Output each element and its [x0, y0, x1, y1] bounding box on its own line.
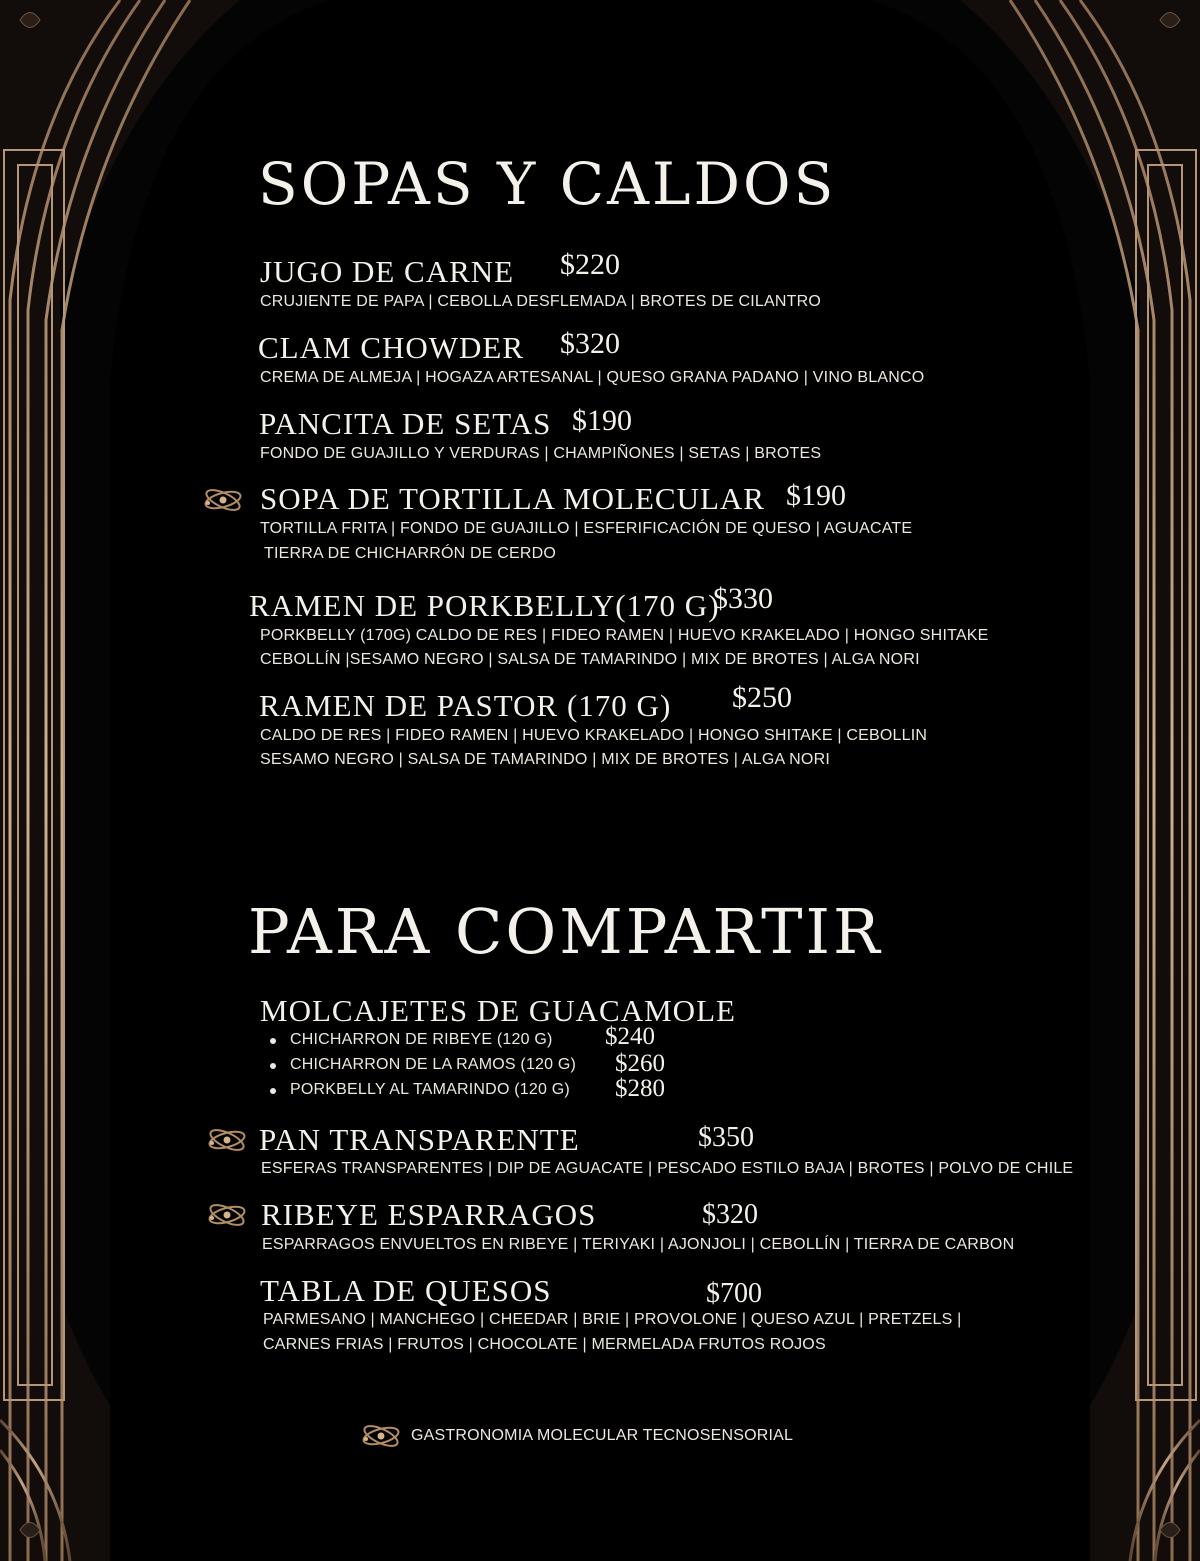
atom-icon — [360, 1421, 402, 1451]
item-name: RIBEYE ESPARRAGOS — [261, 1197, 597, 1232]
bullet-point — [270, 1038, 276, 1044]
option-label: CHICHARRON DE RIBEYE (120 G) — [290, 1031, 553, 1048]
bullet-point — [270, 1063, 276, 1069]
item-price: $190 — [572, 404, 632, 437]
option-price: $260 — [615, 1050, 665, 1077]
item-description: CRUJIENTE DE PAPA | CEBOLLA DESFLEMADA | BROTES DE CILANTRO — [260, 293, 821, 310]
option-price: $240 — [605, 1023, 655, 1050]
option-price: $280 — [615, 1075, 665, 1102]
item-description: PARMESANO | MANCHEGO | CHEEDAR | BRIE | PROVOLONE | QUESO AZUL | PRETZELS | — [263, 1311, 962, 1328]
item-name: RAMEN DE PORKBELLY(170 G) — [249, 588, 720, 623]
bullet-point — [270, 1088, 276, 1094]
item-name: CLAM CHOWDER — [258, 330, 525, 365]
section-title-compartir: PARA COMPARTIR — [248, 895, 883, 968]
atom-icon — [206, 1125, 248, 1155]
item-description: CARNES FRIAS | FRUTOS | CHOCOLATE | MERMELADA FRUTOS ROJOS — [263, 1336, 826, 1353]
item-price: $320 — [560, 327, 620, 360]
item-description: CALDO DE RES | FIDEO RAMEN | HUEVO KRAKELADO | HONGO SHITAKE | CEBOLLIN — [260, 727, 928, 744]
item-name: JUGO DE CARNE — [260, 254, 515, 289]
item-description: TORTILLA FRITA | FONDO DE GUAJILLO | ESFERIFICACIÓN DE QUESO | AGUACATE — [260, 520, 913, 537]
item-description: CEBOLLÍN |SESAMO NEGRO | SALSA DE TAMARINDO | MIX DE BROTES | ALGA NORI — [260, 651, 920, 668]
item-price: $320 — [702, 1199, 758, 1230]
item-price: $700 — [706, 1278, 762, 1309]
item-name: SOPA DE TORTILLA MOLECULAR — [260, 481, 765, 516]
item-description: PORKBELLY (170G) CALDO DE RES | FIDEO RAMEN | HUEVO KRAKELADO | HONGO SHITAKE — [260, 627, 989, 644]
atom-icon — [202, 485, 244, 515]
item-name: TABLA DE QUESOS — [260, 1273, 552, 1308]
atom-icon — [206, 1200, 248, 1230]
item-description: SESAMO NEGRO | SALSA DE TAMARINDO | MIX DE BROTES | ALGA NORI — [260, 751, 830, 768]
item-price: $190 — [786, 479, 846, 512]
item-description: CREMA DE ALMEJA | HOGAZA ARTESANAL | QUESO GRANA PADANO | VINO BLANCO — [260, 369, 925, 386]
section-title-sopas: SOPAS Y CALDOS — [258, 150, 837, 218]
item-price: $330 — [713, 582, 773, 615]
item-name: PAN TRANSPARENTE — [259, 1122, 580, 1157]
item-price: $220 — [560, 248, 620, 281]
option-label: PORKBELLY AL TAMARINDO (120 G) — [290, 1081, 570, 1098]
item-description: TIERRA DE CHICHARRÓN DE CERDO — [264, 545, 557, 562]
option-label: CHICHARRON DE LA RAMOS (120 G) — [290, 1056, 577, 1073]
item-name: MOLCAJETES DE GUACAMOLE — [260, 993, 736, 1028]
item-description: FONDO DE GUAJILLO Y VERDURAS | CHAMPIÑONES | SETAS | BROTES — [260, 445, 822, 462]
item-description: ESPARRAGOS ENVUELTOS EN RIBEYE | TERIYAKI | AJONJOLI | CEBOLLÍN | TIERRA DE CARBON — [262, 1236, 1015, 1253]
item-name: RAMEN DE PASTOR (170 G) — [259, 688, 672, 723]
item-price: $350 — [698, 1122, 754, 1153]
footer-text: GASTRONOMIA MOLECULAR TECNOSENSORIAL — [411, 1427, 794, 1444]
item-name: PANCITA DE SETAS — [259, 406, 552, 441]
item-description: ESFERAS TRANSPARENTES | DIP DE AGUACATE | PESCADO ESTILO BAJA | BROTES | POLVO DE CHILE — [261, 1160, 1074, 1177]
item-price: $250 — [732, 681, 792, 714]
